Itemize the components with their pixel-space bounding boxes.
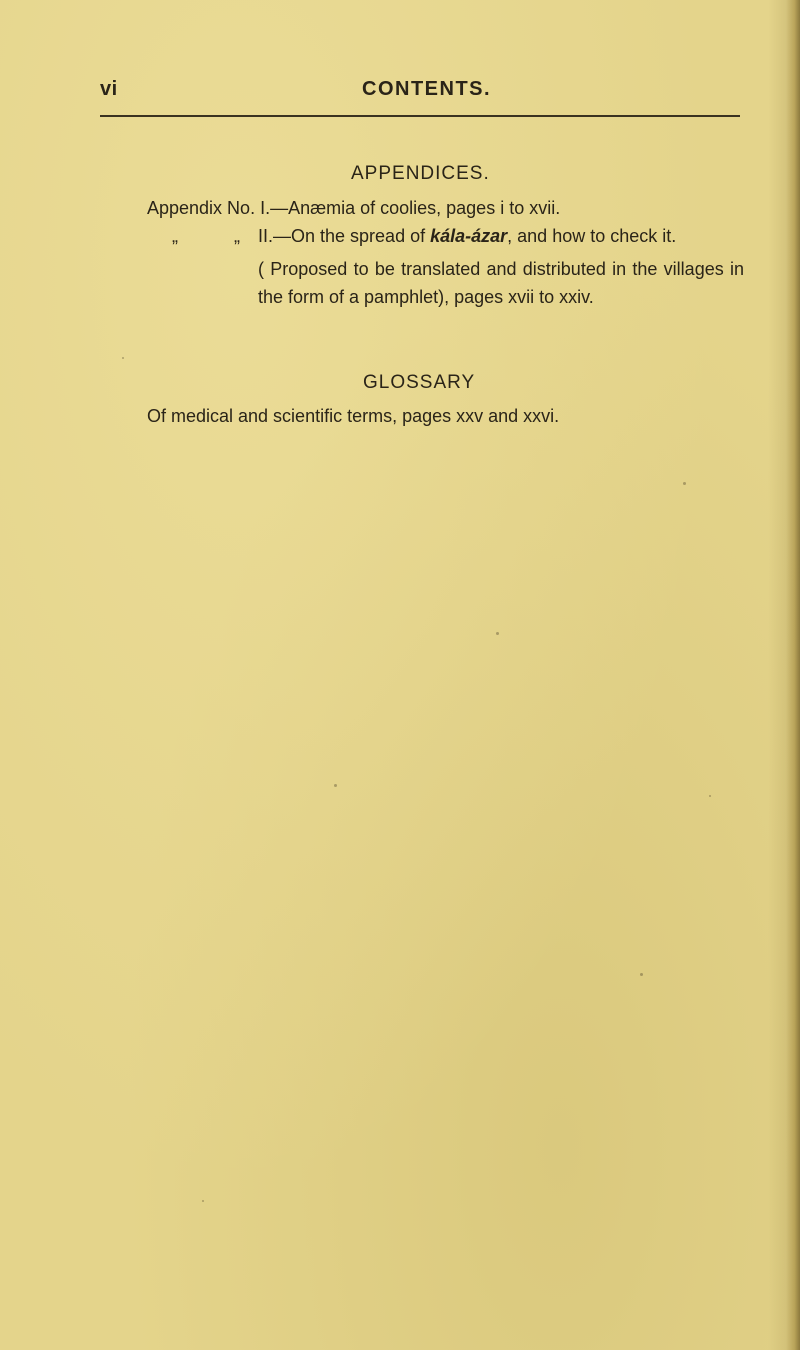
ditto-mark: „ [234, 226, 240, 246]
paper-speck [683, 482, 686, 485]
page-edge-shadow [786, 0, 800, 1350]
paper-speck [709, 795, 711, 797]
paper-speck [202, 1200, 204, 1202]
running-head [100, 78, 740, 110]
appendix-2-continuation: ( Proposed to be translated and distributed in the villages in the form of a pamphlet), pages xvii to xxiv. [258, 259, 744, 307]
paper-speck [640, 973, 643, 976]
paper-speck [496, 632, 499, 635]
appendix-2-term: kála-ázar [430, 226, 508, 246]
appendix-2-entry [172, 226, 676, 247]
page-number: vi [100, 78, 118, 100]
page-title: CONTENTS. [362, 78, 492, 100]
paper-speck [122, 357, 124, 359]
appendix-2-suffix: , and how to check it. [507, 226, 677, 246]
header-rule [100, 115, 740, 117]
glossary-entry: Of medical and scientific terms, pages xxv and xxvi. [147, 406, 560, 426]
paper-speck [334, 784, 337, 787]
appendix-1-entry: Appendix No. I.—Anæmia of coolies, pages i to xvii. [147, 198, 561, 218]
ditto-mark: „ [172, 226, 178, 246]
appendix-2-prefix: II.—On the spread of [258, 226, 431, 246]
appendices-heading: APPENDICES. [351, 163, 490, 184]
glossary-heading: GLOSSARY [363, 372, 476, 393]
